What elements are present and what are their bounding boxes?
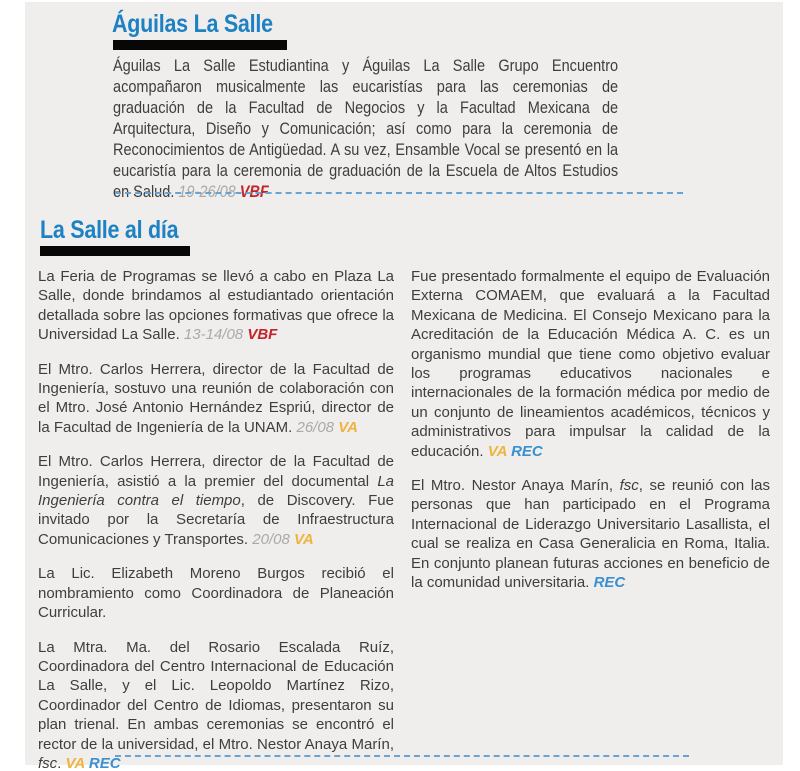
page-bottom-divider (115, 755, 689, 757)
aguilas-paragraph: Águilas La Salle Estudiantina y Águilas La Salle Grupo Encuentro acompañaron musicalmente las eucaristías para las ceremonias de graduación de la Facultad de Negocios y la Facultad Mexicana de Arquitectura, Diseño y Comunicación; así como para la ceremonia de Reconocimientos de Antigüedad. A su vez, Ensamble Vocal se presentó en la eucaristía para la ceremonia de graduación de la Escuela de Altos Estudios en Salud. 19-26/08 VBF (113, 57, 619, 201)
title-underline-bar (40, 246, 190, 256)
news-columns (38, 267, 770, 771)
section-title-al-dia: La Salle al día (40, 216, 179, 244)
news-column-right (411, 267, 770, 771)
title-underline-bar (113, 40, 287, 50)
news-item-documental: El Mtro. Carlos Herrera, director de la Facultad de Ingeniería, asistió a la premier del documental La Ingeniería contra el tiempo, de Discovery. Fue invitado por la Secretaría de Infraestructura Comunicaciones y Transportes. 20/08 VA (38, 453, 394, 548)
news-column-left (38, 267, 394, 771)
news-item-comaem: Fue presentado formalmente el equipo de Evaluación Externa COMAEM, que evaluará a la Facultad Mexicana de Medicina. El Consejo Mexicano para la Acreditación de la Educación Médica A. C. es un organismo mundial que tiene como objetivo evaluar los programas educativos nacionales e internacionales de la formación médica por medio de un conjunto de lineamientos académicos, técnicos y administrativos para impulsar la calidad de la educación. VA REC (411, 268, 770, 460)
section-title-aguilas: Águilas La Salle (112, 10, 273, 38)
news-item-nombramiento: La Lic. Elizabeth Moreno Burgos recibió el nombramiento como Coordinadora de Planeación Curricular. (38, 565, 394, 622)
news-item-plan-trienal: La Mtra. Ma. del Rosario Escalada Ruíz, Coordinadora del Centro Internacional de Educación La Salle, y el Lic. Leopoldo Martínez Rizo, Coordinador del Centro de Idiomas, presentaron su plan trienal. En ambas ceremonias se encontró el rector de la universidad, el Mtro. Nestor Anaya Marín, fsc. VA REC (38, 638, 394, 771)
news-item-liderazgo: El Mtro. Nestor Anaya Marín, fsc, se reunió con las personas que han participado en el Programa Internacional de Liderazgo Universitario Lasallista, el cual se realiza en Casa Generalicia en Roma, Italia. En conjunto planean futuras acciones en beneficio de la comunidad universitaria. REC (411, 477, 770, 592)
section-divider (115, 192, 683, 194)
news-item-feria: La Feria de Programas se llevó a cabo en Plaza La Salle, donde brindamos al estudiantado orientación detallada sobre las opciones formativas que ofrece la Universidad La Salle. 13-14/08 VBF (38, 268, 394, 344)
news-item-reunion-unam: El Mtro. Carlos Herrera, director de la Facultad de Ingeniería, sostuvo una reunión de colaboración con el Mtro. José Antonio Hernández Espriú, director de la Facultad de Ingeniería de la UNAM. 26/08 VA (38, 360, 394, 436)
